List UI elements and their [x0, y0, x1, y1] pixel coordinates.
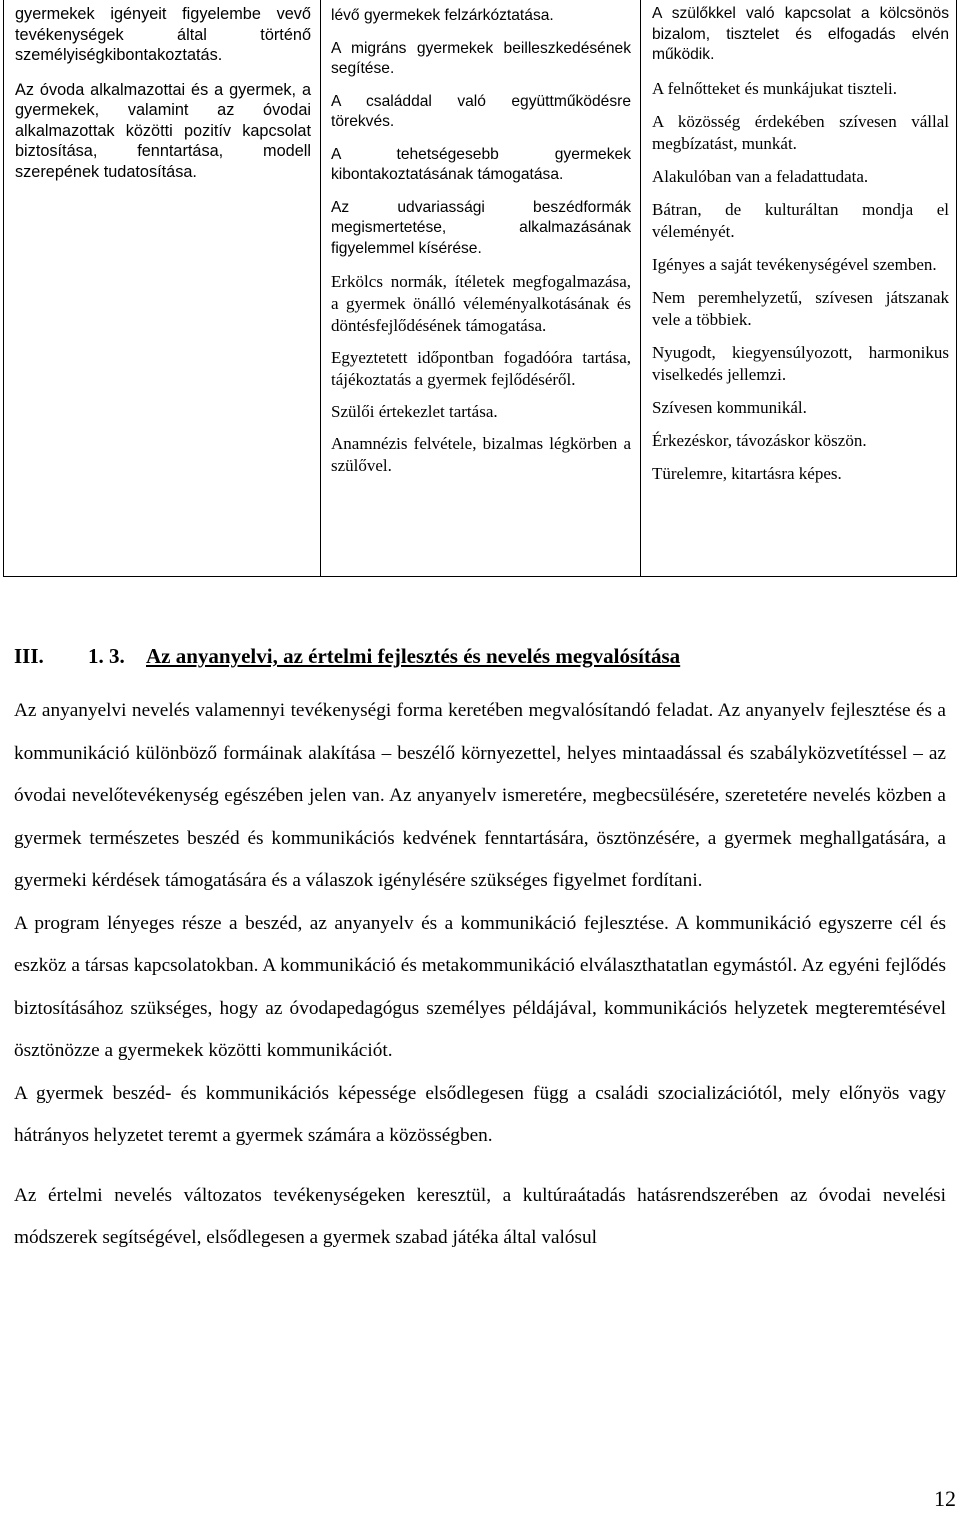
paragraph: Az értelmi nevelés változatos tevékenységeken keresztül, a kultúraátadás hatásrendszerében az óvodai nevelési módszerek segítségével, elsődlegesen a gyermek szabad játéka által valósul	[14, 1184, 946, 1248]
table-cell-text: Szívesen kommunikál.	[652, 397, 807, 417]
table-column-1	[4, 0, 321, 576]
table-cell-text: A felnőtteket és munkájukat tiszteli.	[652, 78, 898, 98]
table-cell-text: Az udvariassági beszédformák megismertetése, alkalmazásának figyelemmel kísérése.	[331, 198, 631, 257]
section-number-roman: III.	[14, 644, 44, 668]
table-cell-text: A migráns gyermekek beilleszkedésének segítése.	[331, 39, 631, 77]
table-cell-text: Nem peremhelyzetű, szívesen játszanak vele a többiek.	[652, 287, 949, 329]
table-cell-text: Igényes a saját tevékenységével szemben.	[652, 254, 937, 274]
table-cell-text: A szülőkkel való kapcsolat a kölcsönös bizalom, tisztelet és elfogadás elvén működik.	[652, 5, 949, 63]
table-column-3	[641, 0, 956, 576]
table-cell-text: Érkezéskor, távozáskor köszön.	[652, 430, 867, 450]
table-cell-text: A közösség érdekében szívesen vállal megbízatást, munkát.	[652, 111, 949, 153]
section-number: 1. 3.	[88, 644, 125, 668]
table-cell-text: Erkölcs normák, ítéletek megfogalmazása, a gyermek önálló véleményalkotásának és döntésfejlődésének támogatása.	[331, 272, 631, 335]
table-cell-text: Anamnézis felvétele, bizalmas légkörben a szülővel.	[331, 434, 631, 475]
paragraph: A gyermek beszéd- és kommunikációs képessége elsődlegesen függ a családi szocializációtól, mely előnyös vagy hátrányos helyzetet teremt a gyermek számára a közösségben.	[14, 1082, 946, 1146]
table-column-2	[321, 0, 641, 576]
table-cell-text: A tehetségesebb gyermekek kibontakoztatásának támogatása.	[331, 145, 631, 183]
table-cell-text: gyermekek igényeit figyelembe vevő tevékenységek által történő személyiségkibontakoztatás.	[15, 5, 311, 64]
page-number: 12	[934, 1486, 956, 1511]
section-title: Az anyanyelvi, az értelmi fejlesztés és nevelés megvalósítása	[146, 644, 681, 668]
table-cell-text: Bátran, de kulturáltan mondja el véleményét.	[652, 199, 949, 241]
section-heading	[14, 642, 680, 670]
table-cell-text: Egyeztetett időpontban fogadóóra tartása, tájékoztatás a gyermek fejlődéséről.	[331, 348, 631, 389]
table-cell-text: Nyugodt, kiegyensúlyozott, harmonikus viselkedés jellemzi.	[652, 342, 949, 384]
goals-table	[3, 0, 957, 577]
paragraph: Az anyanyelvi nevelés valamennyi tevékenységi forma keretében megvalósítandó feladat. Az anyanyelv fejlesztése és a kommunikáció különböző formáinak alakítása – beszélő környezettel, helyes mintaadással és szabályközvetítéssel – az óvodai nevelőtevékenység egészében jelen van. Az anyanyelv ismeretére, megbecsülésére, szeretetére nevelés közben a gyermek természetes beszéd és kommunikációs kedvének fenntartására, ösztönzésére, a gyermek meghallgatására, a gyermeki kérdések támogatására és a válaszok igénylésére szükséges figyelmet fordítani.	[14, 700, 946, 891]
table-cell-text: lévő gyermekek felzárkóztatása.	[331, 7, 554, 24]
table-cell-text: Türelemre, kitartásra képes.	[652, 463, 842, 483]
table-cell-text: Szülői értekezlet tartása.	[331, 402, 498, 421]
table-cell-text: Az óvoda alkalmazottai és a gyermek, a gyermekek, valamint az óvodai alkalmazottak közötti pozitív kapcsolat biztosítása, fenntartása, modell szerepének tudatosítása.	[15, 80, 311, 181]
table-cell-text: Alakulóban van a feladattudata.	[652, 166, 869, 186]
table-cell-text: A családdal való együttműködésre törekvés.	[331, 92, 631, 130]
section-body	[14, 690, 946, 1260]
paragraph: A program lényeges része a beszéd, az anyanyelv és a kommunikáció fejlesztése. A kommunikáció egyszerre cél és eszköz a társas kapcsolatokban. A kommunikáció és metakommunikáció elválaszthatatlan egymástól. Az egyéni fejlődés biztosításához szükséges, hogy az óvodapedagógus személyes példájával, kommunikációs helyzetek megteremtésével ösztönözze a gyermekek közötti kommunikációt.	[14, 912, 946, 1061]
